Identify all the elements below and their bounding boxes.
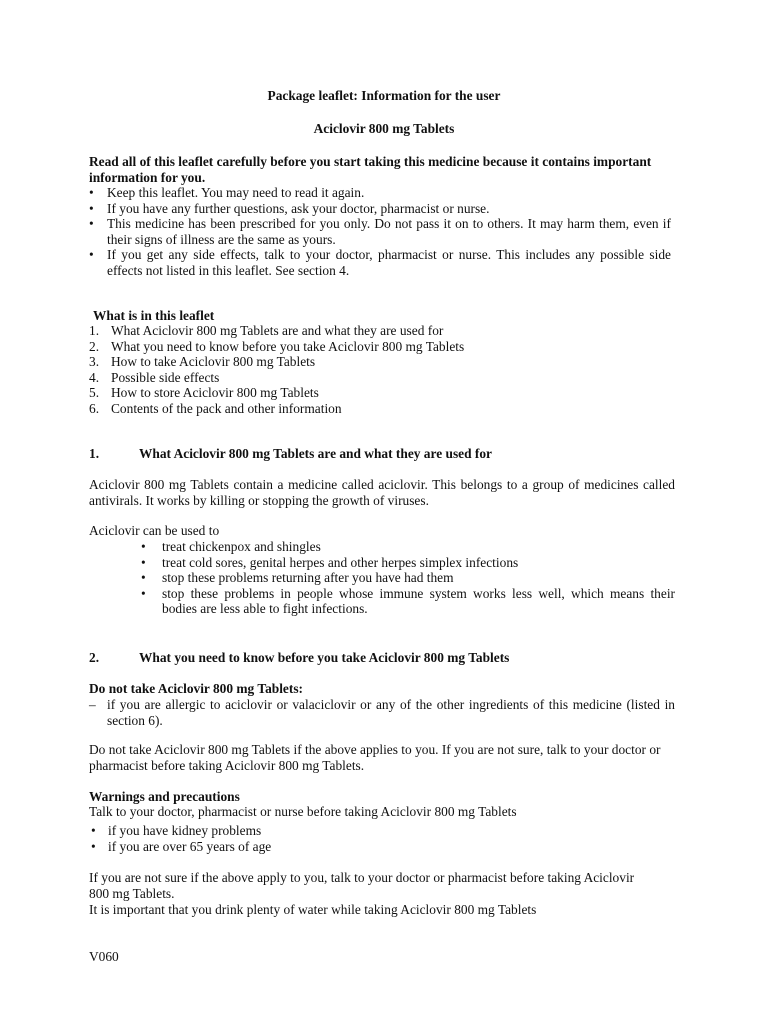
list-item: • stop these problems in people whose immune system works less well, which means their bodies are less able to fight infections. [89, 586, 675, 617]
water-paragraph: It is important that you drink plenty of water while taking Aciclovir 800 mg Tablets [89, 902, 537, 917]
toc-heading: What is in this leaflet [93, 308, 215, 323]
warnings-heading: Warnings and precautions [89, 789, 240, 804]
do-not-take-heading: Do not take Aciclovir 800 mg Tablets: [89, 681, 303, 696]
toc-item: 6. Contents of the pack and other information [89, 400, 342, 416]
list-item: • This medicine has been prescribed for you only. Do not pass it on to others. It may harm them, even if their signs of illness are the same as yours. [89, 216, 671, 247]
list-item: • Keep this leaflet. You may need to read it again. [89, 185, 671, 201]
product-name: Aciclovir 800 mg Tablets [313, 121, 455, 136]
leaflet-page: Package leaflet: Information for the user Aciclovir 800 mg Tablets Read all of this leaflet carefully before you start taking this medicine because it contains important information for you. • Keep this leaflet. You may need to read it again. • If you have any further questions, ask your doctor, pharmacist or nurse. • This medicine has been prescribed for you only. Do not pass it on to others. It may harm them, even if their signs of illness are the same as yours. • If you get any side effects, talk to your doctor, pharmacist or nurse. This includes any possible side effects not listed in this leaflet. See section 4. What is in this leaflet 1. What Aciclovir 800 mg Tablets are and what they are used for 2. What you need to know before you take Aciclovir 800 mg Tablets 3. How to take Aciclovir 800 mg Tablets 4. Possible side effects 5. How to store Aciclovir 800 mg Tablets 6. Contents of the pack and other information 1. What Aciclovir 800 mg Tablets are and what they are used for Aciclovir 800 mg Tablets contain a medicine called aciclovir. This belongs to a group of medicines called antivirals. It works by killing or stopping the growth of viruses. Aciclovir can be used to • treat chickenpox and shingles • treat cold sores, genital herpes and other herpes simplex infections • stop these problems returning after you have had them • stop these problems in people whose immune system works less well, which means their bodies are less able to fight infections. 2. What you need to know before you take Aciclovir 800 mg Tablets Do not take Aciclovir 800 mg Tablets: – if you are allergic to aciclovir or valaciclovir or any of the other ingredients of this medicine (listed in section 6). Do not take Aciclovir 800 mg Tablets if the above applies to you. If you are not sure, talk to your doctor or pharmacist before taking Aciclovir 800 mg Tablets. Warnings and precautions Talk to your doctor, pharmacist or nurse before taking Aciclovir 800 mg Tablets • if you have kidney problems • if you are over 65 years of age If you are not sure if the above apply to you, talk to your doctor or pharmacist before taking Aciclovir 800 mg Tablets. It is important that you drink plenty of water while taking Aciclovir 800 mg Tablets V060 [0, 0, 768, 1024]
section-1-paragraph: Aciclovir 800 mg Tablets contain a medicine called aciclovir. This belongs to a group of medicines called antivirals. It works by killing or stopping the growth of viruses. [89, 477, 675, 508]
toc-item: 4. Possible side effects [89, 369, 220, 385]
list-item: • treat cold sores, genital herpes and other herpes simplex infections [89, 555, 675, 571]
do-not-take-paragraph: Do not take Aciclovir 800 mg Tablets if the above applies to you. If you are not sure, talk to your doctor or pharmacist before taking Aciclovir 800 mg Tablets. [89, 742, 661, 773]
list-item: • treat chickenpox and shingles [89, 539, 675, 555]
intro-bullets [89, 185, 671, 279]
toc-list [89, 323, 675, 417]
list-item: – if you are allergic to aciclovir or valaciclovir or any of the other ingredients of this medicine (listed in section 6). [89, 697, 675, 728]
list-item: • if you are over 65 years of age [89, 839, 675, 855]
list-item: • if you have kidney problems [89, 823, 675, 839]
toc-item: 5. How to store Aciclovir 800 mg Tablets [89, 385, 319, 401]
list-item: • stop these problems returning after you have had them [89, 570, 675, 586]
unsure-paragraph: If you are not sure if the above apply to you, talk to your doctor or pharmacist before taking Aciclovir 800 mg Tablets. [89, 870, 635, 901]
uses-intro: Aciclovir can be used to [89, 523, 220, 538]
toc-item: 3. How to take Aciclovir 800 mg Tablets [89, 354, 316, 370]
toc-item: 1. What Aciclovir 800 mg Tablets are and what they are used for [89, 323, 444, 338]
warnings-list [89, 823, 675, 854]
list-item: • If you get any side effects, talk to your doctor, pharmacist or nurse. This includes any possible side effects not listed in this leaflet. See section 4. [89, 247, 671, 278]
leaflet-title: Package leaflet: Information for the user [267, 88, 501, 103]
uses-list [89, 539, 675, 617]
list-item: • If you have any further questions, ask your doctor, pharmacist or nurse. [89, 201, 671, 217]
warnings-intro: Talk to your doctor, pharmacist or nurse before taking Aciclovir 800 mg Tablets [89, 804, 517, 819]
document-code: V060 [89, 949, 119, 964]
do-not-take-list [89, 697, 675, 728]
intro-heading: Read all of this leaflet carefully before you start taking this medicine because it contains important information for you. [89, 154, 652, 185]
toc-item: 2. What you need to know before you take Aciclovir 800 mg Tablets [89, 338, 465, 354]
